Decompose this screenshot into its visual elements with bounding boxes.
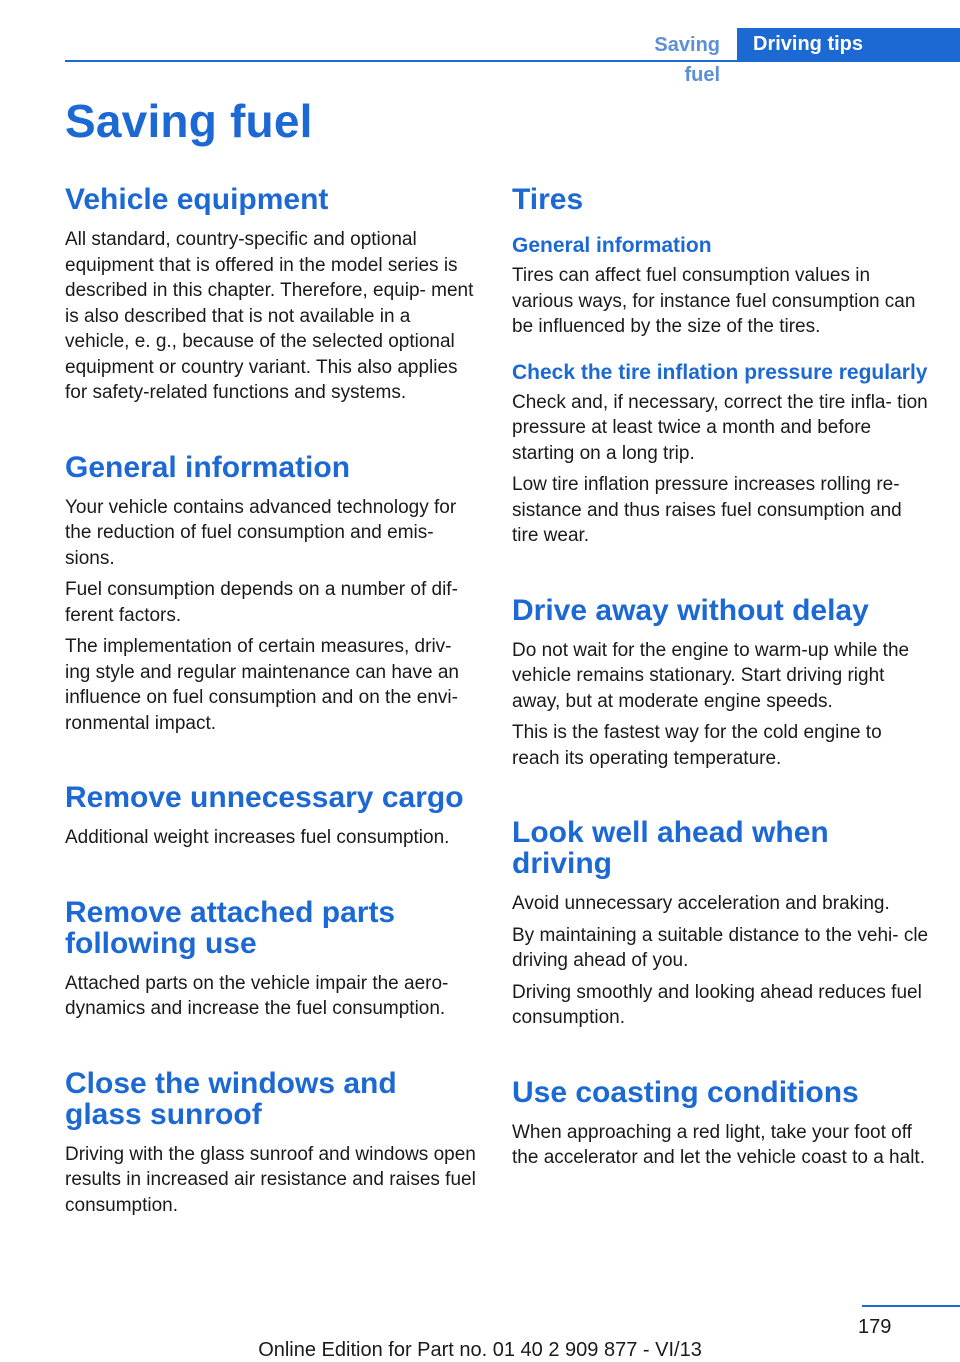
section-look-ahead bbox=[512, 817, 930, 1031]
paragraph: Attached parts on the vehicle impair the aero‐ dynamics and increase the fuel consumption. bbox=[65, 972, 449, 1019]
section-drive-away bbox=[512, 595, 930, 772]
paragraph: Driving with the glass sunroof and windows open results in increased air resistance and raises fuel consumption. bbox=[65, 1143, 476, 1216]
section-heading: Use coasting conditions bbox=[512, 1075, 859, 1109]
section-coasting bbox=[512, 1077, 930, 1171]
section-heading: Vehicle equipment bbox=[65, 183, 329, 216]
paragraph: This is the fastest way for the cold engine to reach its operating temperature. bbox=[512, 722, 882, 769]
subsection-heading: General information bbox=[512, 234, 712, 257]
paragraph: Do not wait for the engine to warm-up while the vehicle remains stationary. Start driving right away, but at moderate engine speeds. bbox=[512, 639, 910, 712]
paragraph: Low tire inflation pressure increases rolling re‐ sistance and thus raises fuel consumption and tire wear. bbox=[512, 474, 902, 546]
subsection-heading: Check the tire inflation pressure regularly bbox=[512, 360, 928, 384]
page-number: 179 bbox=[858, 1316, 892, 1338]
page-title: Saving fuel bbox=[65, 95, 313, 147]
paragraph: When approaching a red light, take your foot off the accelerator and let the vehicle coast to a halt. bbox=[512, 1121, 925, 1168]
edition-note: Online Edition for Part no. 01 40 2 909 877 - VI/13 bbox=[258, 1339, 702, 1361]
section-heading: Remove attached parts following use bbox=[65, 895, 396, 960]
section-general-information bbox=[65, 452, 480, 737]
header-tab-driving-tips[interactable]: Driving tips bbox=[737, 28, 960, 60]
section-heading: Drive away without delay bbox=[512, 593, 869, 627]
paragraph: Your vehicle contains advanced technology for the reduction of fuel consumption and emis‐ sions. bbox=[65, 496, 457, 569]
right-column bbox=[512, 184, 930, 1171]
section-heading: Look well ahead when driving bbox=[512, 816, 829, 880]
section-heading: Remove unnecessary cargo bbox=[65, 781, 464, 814]
section-vehicle-equipment bbox=[65, 184, 480, 406]
header-rule bbox=[65, 60, 960, 62]
paragraph: Tires can affect fuel consumption values in various ways, for instance fuel consumption can be influenced by the size of the tires. bbox=[512, 265, 916, 337]
paragraph: Driving smoothly and looking ahead reduces fuel consumption. bbox=[512, 981, 922, 1028]
paragraph: Check and, if necessary, correct the tire infla‐ tion pressure at least twice a month and before starting on a long trip. bbox=[512, 391, 928, 464]
section-remove-attached-parts bbox=[65, 897, 480, 1022]
section-tires bbox=[512, 184, 930, 549]
footer-rule bbox=[862, 1305, 960, 1307]
section-heading: Close the windows and glass sunroof bbox=[65, 1066, 397, 1131]
section-heading: General information bbox=[65, 450, 351, 484]
paragraph: Additional weight increases fuel consumption. bbox=[65, 827, 450, 848]
paragraph: Fuel consumption depends on a number of dif‐ ferent factors. bbox=[65, 579, 458, 626]
paragraph: All standard, country-specific and optional equipment that is offered in the model series is described in this chapter. Therefore, equip‐ ment is also described that is not available in a vehicle, e. g., because of the selected optional equipment or country variant. This also applies for safety-related functions and systems. bbox=[65, 229, 474, 403]
paragraph: By maintaining a suitable distance to the vehi‐ cle driving ahead of you. bbox=[512, 924, 929, 971]
left-column bbox=[65, 184, 480, 1218]
section-close-windows bbox=[65, 1068, 480, 1219]
paragraph: Avoid unnecessary acceleration and braking. bbox=[512, 893, 890, 914]
section-heading: Tires bbox=[512, 183, 584, 216]
paragraph: The implementation of certain measures, driv‐ ing style and regular maintenance can have an influence on fuel consumption and on the envi‐ ronmental impact. bbox=[65, 636, 459, 734]
section-remove-cargo bbox=[65, 782, 480, 851]
header-tab-saving-fuel[interactable]: Saving fuel bbox=[654, 34, 720, 86]
